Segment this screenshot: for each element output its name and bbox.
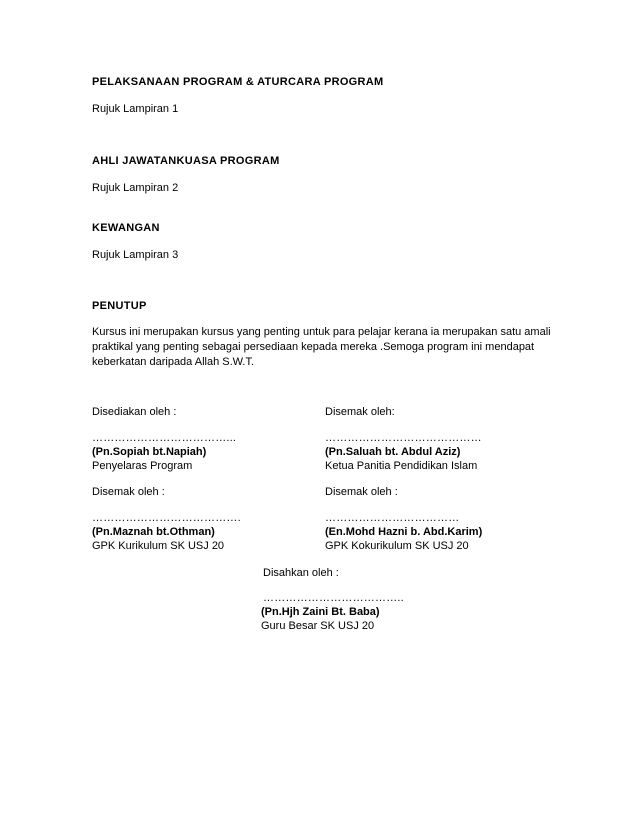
signature-checked2-title: GPK Kurikulum SK USJ 20 [92, 540, 225, 552]
section-heading-ajk: AHLI JAWATANKUASA PROGRAM [92, 155, 280, 167]
section-body-ajk: Rujuk Lampiran 2 [92, 182, 179, 194]
signature-prepared-title: Penyelaras Program [92, 460, 193, 472]
signature-approved-label: Disahkan oleh : [263, 567, 339, 579]
signature-checked3-name: (En.Mohd Hazni b. Abd.Karim) [325, 526, 483, 538]
signature-checked2-name: (Pn.Maznah bt.Othman) [92, 526, 215, 538]
signature-prepared-line: ………………………………... [92, 432, 237, 444]
section-heading-penutup: PENUTUP [92, 300, 147, 312]
signature-approved-name: (Pn.Hjh Zaini Bt. Baba) [261, 606, 380, 618]
signature-checked2-line: …………………………………. [92, 512, 241, 524]
signature-approved-title: Guru Besar SK USJ 20 [261, 620, 375, 632]
signature-checked1-title: Ketua Panitia Pendidikan Islam [325, 460, 478, 472]
section-body-pelaksanaan: Rujuk Lampiran 1 [92, 103, 179, 115]
signature-prepared-name: (Pn.Sopiah bt.Napiah) [92, 446, 207, 458]
signature-prepared-label: Disediakan oleh : [92, 406, 177, 418]
signature-approved-line: ……………………………….. [263, 592, 404, 604]
section-heading-pelaksanaan: PELAKSANAAN PROGRAM & ATURCARA PROGRAM [92, 76, 384, 88]
signature-checked1-label: Disemak oleh: [325, 406, 395, 418]
signature-checked1-name: (Pn.Saluah bt. Abdul Aziz) [325, 446, 461, 458]
signature-checked3-line: ……………………………… [325, 512, 460, 524]
section-body-penutup: Kursus ini merupakan kursus yang penting untuk para pelajar kerana ia merupakan satu amali praktikal yang penting sebagai persediaan kepada mereka .Semoga program ini mendapat keberkatan daripada Allah S.W.T. [92, 326, 551, 368]
signature-checked3-label: Disemak oleh : [325, 486, 398, 498]
signature-checked1-line: …………………………………… [325, 432, 482, 444]
section-body-kewangan: Rujuk Lampiran 3 [92, 249, 179, 261]
section-heading-kewangan: KEWANGAN [92, 222, 160, 234]
signature-checked3-title: GPK Kokurikulum SK USJ 20 [325, 540, 469, 552]
signature-checked2-label: Disemak oleh : [92, 486, 165, 498]
